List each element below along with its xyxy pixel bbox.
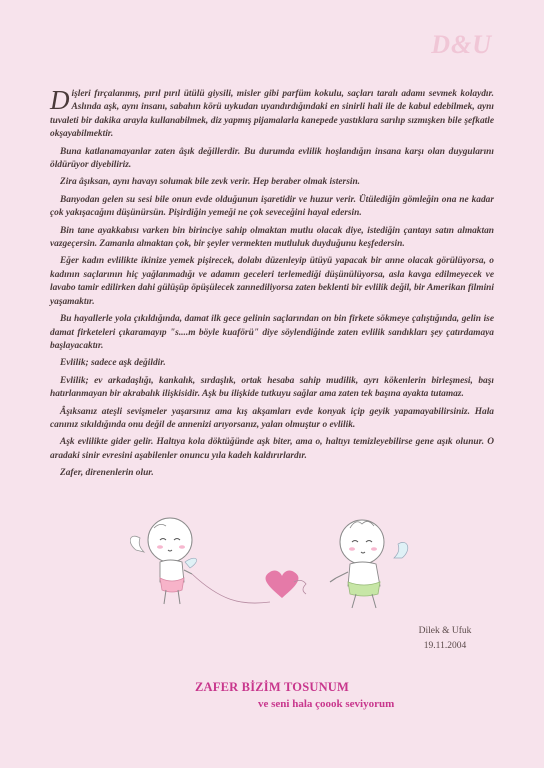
paragraph: Zafer, direnenlerin olur.: [60, 468, 154, 479]
right-cupid-icon: [330, 520, 408, 608]
paragraph: Evlilik; ev arkadaşlığı, kankalık, sırdaşlık, ortak hesaba sahip mudilik, ayrı kökenlerin birleşmesi, başı hatırlanmayan bir akrabalık ilişkisidir. Aşk bu ilişkide tutkuyu sağlar ama zaten tek başına ayakta tutamaz.: [50, 375, 494, 400]
paragraph: Âşıksanız ateşli sevişmeler yaşarsınız ama kış akşamları evde konyak içip geyik yapamayabilirsiniz. Hala canınız sıkıldığında onu değil de annenizi arıyorsanız, yalan olmuştur o evlilik.: [50, 406, 494, 430]
paragraph: Aşk evlilikte gider gelir. Haltıya kola döktüğünde aşk biter, ama o, haltıyı temizleyebilirse gene aşık olunur. O aradaki sinir evresini aşabilenler onuncu yıla kadeh kaldırırlardır.: [50, 437, 494, 461]
letter-body: [50, 85, 494, 485]
paragraph: Evlilik; sadece aşk değildir.: [60, 358, 166, 369]
closing-title: ZAFER BİZİM TOSUNUM: [194, 680, 350, 694]
paragraph: Buna katlanamayanlar zaten âşık değillerdir. Bu durumda evlilik hoşlandığın insana karşı olan duygularını öldürüyor diyebiliriz.: [50, 146, 494, 171]
monogram-logo: D&U: [431, 30, 492, 59]
cupids-heart-illustration: [130, 510, 410, 620]
closing-subtitle: ve seni hala çoook seviyorum: [258, 698, 395, 710]
paragraph: Bin tane ayakkabısı varken bin birinciye sahip olmaktan mutlu olacak diye, istediğin çantayı satın almaktan vazgeçersin. Zamanla almaktan çok, bir şeyler vermekten mutluluk duyduğunu keşfedersin.: [50, 225, 494, 250]
signature-date: 19.11.2004: [423, 641, 467, 651]
signature-names: Dilek & Ufuk: [418, 626, 472, 636]
paragraph: Banyodan gelen su sesi bile onun evde olduğunun işaretidir ve huzur verir. Ütülediğin gömleğin ona ne kadar çok yakışacağını düşünürsün. Pişirdiğin yemeği ne çok seveceğini hayal edersin.: [50, 194, 494, 219]
paragraph: Zira âşıksan, aynı havayı solumak bile zevk verir. Hep beraber olmak istersin.: [60, 177, 360, 188]
paragraph: [50, 85, 494, 142]
paragraph: Bu hayallerle yola çıkıldığında, damat ilk gece gelinin saçlarından on bin firkete sökmeye çalıştığında, gelin ise damat firketeleri çıkaramayıp "s....m böyle kuaförü" diye söylendiğinde zaten evlilik sandıkları şey çatırdamaya başlayacaktır.: [50, 314, 494, 351]
signature: [400, 624, 490, 654]
left-cupid-icon: [130, 518, 196, 604]
paragraph-text: işleri fırçalanmış, pırıl pırıl ütülü giysili, misler gibi parfüm kokulu, saçları taralı adamı sevmek kolaydır. Aslında aşk, aynı insanı, sabahın körü uykudan uyandırdığındaki en sinirli hali ile de kabul edebilmek, aynı tuvaleti bir dakika arayla kullanabilmek, diz yapmış pijamalarla kanepede yastıklara sarılıp sızmışken bile şefkatle okşayabilmektir.: [50, 89, 494, 140]
paragraph: Eğer kadın evlilikte ikinize yemek pişirecek, dolabı düzenleyip ütüyü yapacak bir anne olacak görülüyorsa, o kadının saçlarının hiç yağlanmadığı ve adamın geceleri terlemediği düşünülüyorsa, asla kavga edilmeyecek ve lavabo tamir edilirken dahi gülüşüp öpüşülecek zannediliyorsa zaten beklenti bir evlilik değil, bir Amerikan filmini yaşamaktır.: [50, 256, 494, 307]
heart-icon: [266, 571, 299, 598]
drop-cap: D: [50, 85, 70, 115]
